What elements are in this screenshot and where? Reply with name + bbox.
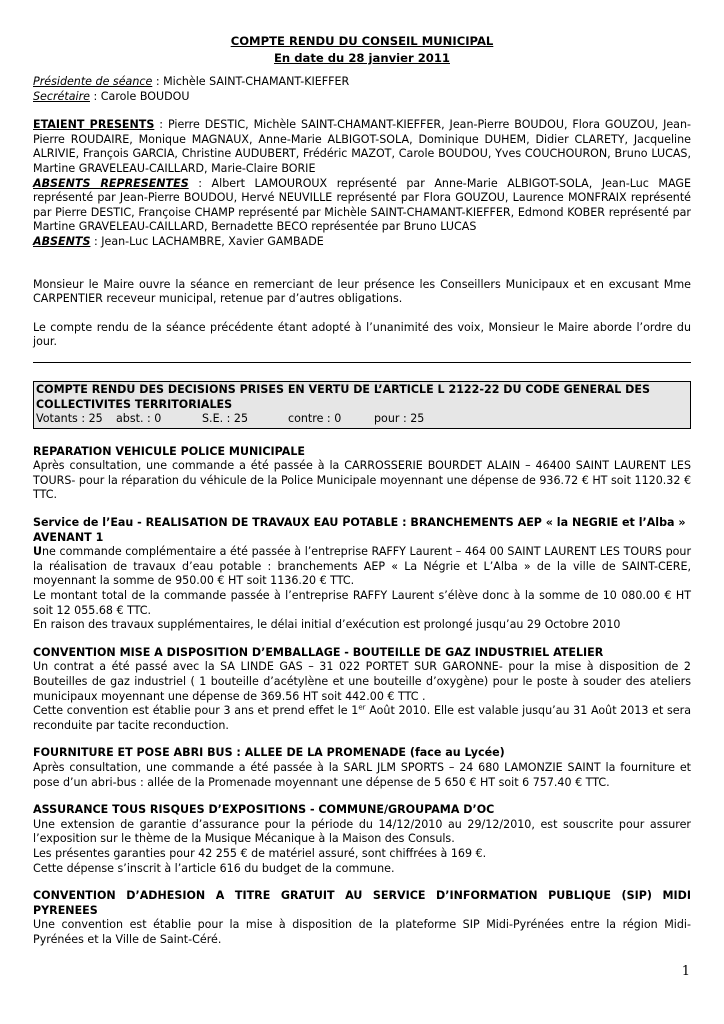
section-body-abribus: Après consultation, une commande a été passée à la SARL JLM SPORTS – 24 680 LAMONZIE SAINT la fourniture et pose d’un abri-bus : allée de la Promenade moyennant une dépense de 5 650 € HT soit 6 757.40 € TTC. [33,760,691,789]
section-title-assurance: ASSURANCE TOUS RISQUES D’EXPOSITIONS - COMMUNE/GROUPAMA D’OC [33,803,495,817]
gaz-text-a: Cette convention est établie pour 3 ans et prend effet le 1 [33,704,359,718]
presidente-label: Présidente de séance [33,75,153,88]
document-date: En date du 28 janvier 2011 [273,51,450,65]
votes-contre: contre : 0 [288,412,342,426]
votes-votants: Votants : 25 [36,412,103,426]
gaz-sup: er [358,703,366,712]
document-title: COMPTE RENDU DU CONSEIL MUNICIPAL [230,34,494,48]
section-title-sip: CONVENTION D’ADHESION A TITRE GRATUIT AU SERVICE D’INFORMATION PUBLIQUE (SIP) MIDI PYRENEES [33,889,691,917]
presidente-line [33,75,691,90]
secretaire-value: : Carole BOUDOU [89,89,190,103]
presents-label: ETAIENT PRESENTS [33,118,155,132]
presents-paragraph [33,118,691,176]
section-title-abribus: FOURNITURE ET POSE ABRI BUS : ALLEE DE LA PROMENADE (face au Lycée) [33,746,505,760]
section-body-assurance-1: Une extension de garantie d’assurance pour la période du 14/12/2010 au 29/12/2010, est souscrite pour assurer l’exposition sur le thème de la Musique Mécanique à la Maison des Consuls. [33,817,691,846]
votes-pour: pour : 25 [374,412,425,426]
section-body-eau-2: Le montant total de la commande passée à l’entreprise RAFFY Laurent s’élève donc à la somme de 10 080.00 € HT soit 12 055.68 € TTC. [33,589,691,617]
separator-line [33,362,691,363]
section-body-sip: Une convention est établie pour la mise à disposition de la plateforme SIP Midi-Pyrénées entre la région Midi-Pyrénées et la Ville de Saint-Céré. [33,918,691,946]
page-number: 1 [681,964,690,979]
decisions-box [33,381,691,429]
section-body-assurance-3: Cette dépense s’inscrit à l’article 616 du budget de la commune. [33,861,395,875]
decisions-box-title: COMPTE RENDU DES DECISIONS PRISES EN VERTU DE L’ARTICLE L 2122-22 DU CODE GENERAL DES COLLECTIVITES TERRITORIALES [36,382,650,411]
section-body-eau-1-text: ne commande complémentaire a été passée à l’entreprise RAFFY Laurent – 464 00 SAINT LAURENT LES TOURS pour la réalisation de travaux d’eau potable : branchements AEP « La Négrie et L’Alba » de la ville de SAINT-CERE, moyennant la somme de 950.00 € HT soit 1136.20 € TTC. [33,545,691,588]
section-body-eau-3: En raison des travaux supplémentaires, le délai initial d’exécution est prolongé jusqu’au 29 Octobre 2010 [33,618,621,632]
absents-value: : Jean-Luc LACHAMBRE, Xavier GAMBADE [90,234,324,248]
secretaire-line [33,90,691,105]
section-title-gaz: CONVENTION MISE A DISPOSITION D’EMBALLAGE - BOUTEILLE DE GAZ INDUSTRIEL ATELIER [33,645,604,659]
section-body-gaz-1: Un contrat a été passé avec la SA LINDE GAS – 31 022 PORTET SUR GARONNE- pour la mise à disposition de 2 Bouteilles de gaz industriel ( 1 bouteille d’acétylène et une bouteille d’oxygène) pour le poste à souder des ateliers municipaux moyennant une dépense de 369.56 HT soit 442.00 € TTC . [33,660,691,703]
absents-paragraph [33,235,691,250]
absents-representes-value: : Albert LAMOUROUX représenté par Anne-Marie ALBIGOT-SOLA, Jean-Luc MAGE représenté par Jean-Pierre BOUDOU, Hervé NEUVILLE représenté par Flora GOUZOU, Laurence MONFRAIX représenté par Pierre DESTIC, Françoise CHAMP représenté par Michèle SAINT-CHAMANT-KIEFFER, Edmond KOBER représenté par Martine GRAVELEAU-CAILLARD, Bernadette BECO représentée par Bruno LUCAS [33,176,691,234]
document-page [33,33,691,948]
absents-representes-paragraph [33,177,691,235]
gaz-text-b: Août 2010. Elle est valable jusqu’au 31 Août 2013 et sera reconduite par tacite reconduction. [33,704,691,732]
absents-representes-label: ABSENTS REPRESENTES [33,176,189,190]
drop-letter: U [33,545,43,559]
presidente-value: : Michèle SAINT-CHAMANT-KIEFFER [152,75,350,88]
absents-label: ABSENTS [33,234,91,248]
intro-paragraph-2: Le compte rendu de la séance précédente étant adopté à l’unanimité des voix, Monsieur le Maire aborde l’ordre du jour. [33,320,691,349]
section-title-police: REPARATION VEHICULE POLICE MUNICIPALE [33,444,306,458]
votes-line [36,412,688,427]
section-body-assurance-2: Les présentes garanties pour 42 255 € de matériel assuré, sont chiffrées à 169 €. [33,846,487,860]
section-body-eau-1 [33,545,691,589]
votes-abst: abst. : 0 [116,412,162,426]
presents-value: : Pierre DESTIC, Michèle SAINT-CHAMANT-KIEFFER, Jean-Pierre BOUDOU, Flora GOUZOU, Jean-Pierre ROUDAIRE, Monique MAGNAUX, Anne-Marie ALBIGOT-SOLA, Dominique DUHEM, Didier CLARETY, Jacqueline ALRIVIE, François GARCIA, Christine AUDUBERT, Frédéric MAZOT, Carole BOUDOU, Yves COUCHOURON, Bruno LUCAS, Martine GRAVELEAU-CAILLARD, Marie-Claire BORIE [33,118,692,175]
votes-se: S.E. : 25 [202,412,249,426]
section-body-gaz-2 [33,704,691,733]
section-body-police: Après consultation, une commande a été passée à la CARROSSERIE BOURDET ALAIN – 46400 SAINT LAURENT LES TOURS- pour la réparation du véhicule de la Police Municipale moyennant une dépense de 936.72 € HT soit 1120.32 € TTC. [33,459,691,502]
intro-paragraph-1: Monsieur le Maire ouvre la séance en remerciant de leur présence les Conseillers Municipaux et en excusant Mme CARPENTIER receveur municipal, retenue par d’autres obligations. [33,277,691,306]
secretaire-label: Secrétaire [33,89,90,103]
section-title-eau: Service de l’Eau - REALISATION DE TRAVAUX EAU POTABLE : BRANCHEMENTS AEP « la NEGRIE et l’Alba » AVENANT 1 [33,516,686,544]
